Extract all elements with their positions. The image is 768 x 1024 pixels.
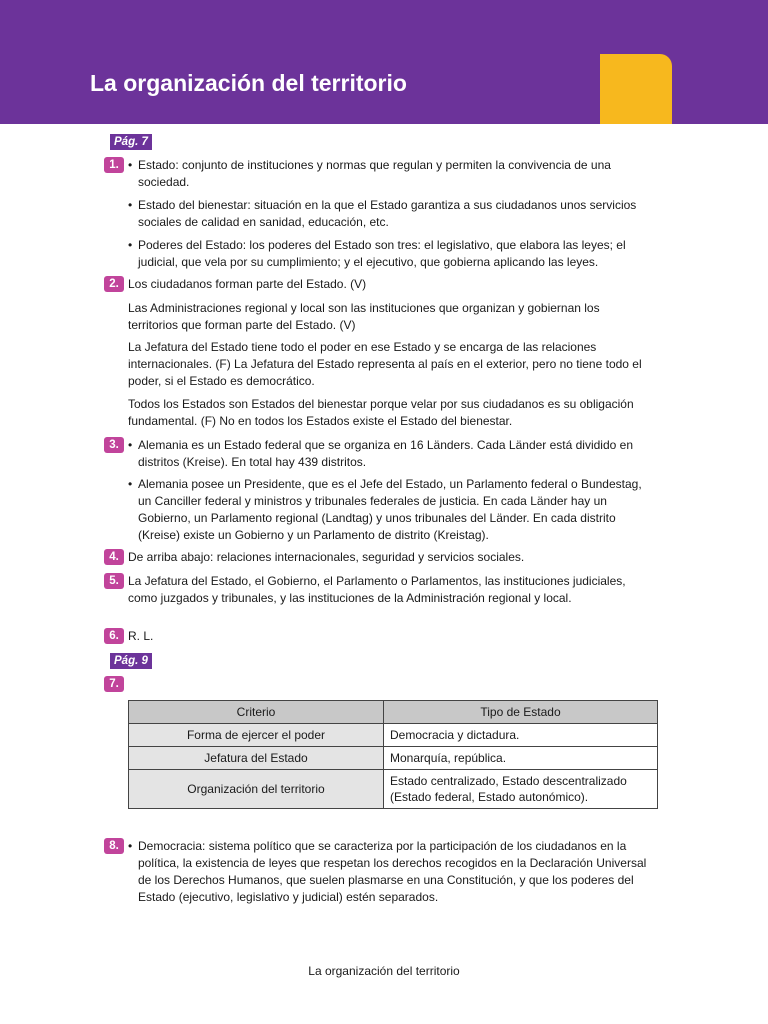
table-row	[129, 747, 658, 770]
table-cell: Forma de ejercer el poder	[129, 724, 384, 747]
table-cell: Monarquía, república.	[384, 747, 658, 770]
question-number-1: 1.	[104, 157, 124, 173]
q2-line-4: Todos los Estados son Estados del bienestar porque velar por sus ciudadanos es su obligación fundamental. (F) No en todos los Estados existe el Estado del bienestar.	[128, 397, 634, 428]
page-title: La organización del territorio	[90, 70, 407, 96]
q2-line-1: Los ciudadanos forman parte del Estado. (V)	[128, 277, 367, 291]
q1-bullet-2: • Estado del bienestar: situación en la que el Estado garantiza a sus ciudadanos unos servicios sociales de calidad en sanidad, educación, etc.	[128, 198, 637, 229]
page-footer: La organización del territorio	[308, 964, 460, 978]
question-number-6: 6.	[104, 628, 124, 644]
table-row	[129, 724, 658, 747]
table-cell: Organización del territorio	[129, 770, 384, 809]
q1-bullet-3: • Poderes del Estado: los poderes del Estado son tres: el legislativo, que elabora las leyes; el judicial, que vela por su cumplimiento; y el ejecutivo, que gobierna aplicando las leyes.	[128, 238, 626, 269]
table-header-tipo: Tipo de Estado	[384, 701, 658, 724]
table-cell: Jefatura del Estado	[129, 747, 384, 770]
question-number-4: 4.	[104, 549, 124, 565]
header-banner	[0, 0, 768, 124]
question-number-2: 2.	[104, 276, 124, 292]
state-type-table	[128, 700, 658, 809]
page-tag-7: Pág. 7	[110, 134, 152, 150]
table-header-criterio: Criterio	[129, 701, 384, 724]
header-tab-decoration	[600, 54, 672, 124]
q3-bullet-2: • Alemania posee un Presidente, que es el Jefe del Estado, un Parlamento federal o Bundestag, un Canciller federal y ministros y tribunales federales de justicia. En cada Länder hay un Gobierno, un Parlamento regional (Landtag) y unos tribunales del Länder. En cada distrito (Kreise) existe un Gobierno y un Parlamento de distrito (Kreistag).	[128, 477, 642, 542]
table-cell: Democracia y dictadura.	[384, 724, 658, 747]
q2-line-2: Las Administraciones regional y local son las instituciones que organizan y gobiernan los territorios que forman parte del Estado. (V)	[128, 301, 600, 332]
question-number-5: 5.	[104, 573, 124, 589]
q4-text: De arriba abajo: relaciones internacionales, seguridad y servicios sociales.	[128, 550, 525, 564]
page-tag-9: Pág. 9	[110, 653, 152, 669]
q5-text: La Jefatura del Estado, el Gobierno, el Parlamento o Parlamentos, las instituciones judiciales, como juzgados y tribunales, y las instituciones de la Administración regional y local.	[128, 574, 626, 605]
q3-bullet-1: • Alemania es un Estado federal que se organiza en 16 Länders. Cada Länder está dividido en distritos (Kreise). En total hay 439 distritos.	[128, 438, 634, 469]
question-number-7: 7.	[104, 676, 124, 692]
question-number-3: 3.	[104, 437, 124, 453]
question-number-8: 8.	[104, 838, 124, 854]
q1-bullet-1: • Estado: conjunto de instituciones y normas que regulan y permiten la convivencia de una sociedad.	[128, 158, 611, 189]
table-header-row	[129, 701, 658, 724]
q8-bullet: • Democracia: sistema político que se caracteriza por la participación de los ciudadanos en la política, la existencia de leyes que respetan los derechos recogidos en la Declaración Universal de los Derechos Humanos, que suelen plasmarse en una Constitución, y que los poderes del Estado (ejecutivo, legislativo y judicial) estén separados.	[128, 839, 647, 904]
q2-line-3: La Jefatura del Estado tiene todo el poder en ese Estado y se encarga de las relaciones internacionales. (F) La Jefatura del Estado representa al país en el exterior, pero no tiene todo el poder, si el Estado es democrático.	[128, 340, 642, 388]
q6-text: R. L.	[128, 629, 154, 643]
table-cell: Estado centralizado, Estado descentralizado (Estado federal, Estado autonómico).	[384, 770, 658, 809]
table-row	[129, 770, 658, 809]
